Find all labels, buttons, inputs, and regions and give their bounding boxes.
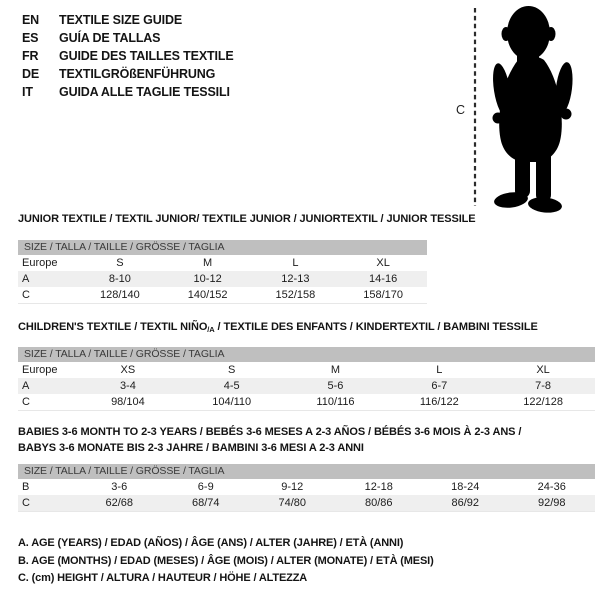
junior-size-table (18, 240, 427, 304)
cell: M (330, 364, 341, 376)
cell: 6-7 (431, 380, 448, 392)
cell: 62/68 (105, 497, 134, 509)
table-row-height (18, 287, 427, 303)
cell: 10-12 (193, 273, 222, 285)
cell: 14-16 (369, 273, 398, 285)
cell: 80/86 (364, 497, 393, 509)
cell: S (228, 364, 236, 376)
cell: 122/128 (523, 396, 563, 408)
title-subscript: /A (207, 325, 215, 334)
baby-silhouette-shape (490, 6, 575, 214)
table-row-europe (18, 255, 427, 271)
language-title-block (22, 11, 234, 101)
junior-section-title: JUNIOR TEXTILE / TEXTIL JUNIOR/ TEXTILE JUNIOR / JUNIORTEXTIL / JUNIOR TESSILE (18, 213, 476, 225)
table-header-band: SIZE / TALLA / TAILLE / GRÖSSE / TAGLIA (18, 240, 427, 255)
table-row-age (18, 378, 595, 394)
row-label: Europe (22, 257, 58, 269)
cell: S (116, 257, 124, 269)
table-row-height (18, 394, 595, 410)
cell: 116/122 (419, 396, 459, 408)
table-row-height (18, 495, 595, 511)
cell: 140/152 (187, 289, 228, 301)
table-row-age-months (18, 479, 595, 495)
babies-title-line2: BABYS 3-6 MONATE BIS 2-3 JAHRE / BAMBINI 3-6 MESI A 2-3 ANNI (18, 442, 364, 454)
childrens-size-table (18, 347, 595, 411)
title-prefix: CHILDREN'S TEXTILE / TEXTIL NIÑO (18, 321, 208, 333)
cell: 98/104 (111, 396, 145, 408)
height-measure-label: C (456, 103, 466, 117)
babies-title-line1: BABIES 3-6 MONTH TO 2-3 YEARS / BEBÉS 3-6 MESES A 2-3 AÑOS / BÉBÉS 3-6 MOIS À 2-3 ANS / (18, 426, 522, 438)
cell: 104/110 (212, 396, 252, 408)
cell: 6-9 (197, 481, 214, 493)
cell: 7-8 (535, 380, 552, 392)
cell: 24-36 (537, 481, 566, 493)
lang-code: ES (22, 31, 39, 45)
cell: XL (536, 364, 550, 376)
childrens-section-title (18, 319, 538, 338)
title-suffix: / TEXTILE DES ENFANTS / KINDERTEXTIL / BAMBINI TESSILE (214, 321, 538, 333)
cell: L (292, 257, 299, 269)
cell: 158/170 (363, 289, 403, 301)
row-label: A (22, 380, 30, 392)
baby-silhouette (445, 2, 595, 214)
lang-row-fr (22, 47, 234, 65)
lang-code: IT (22, 85, 33, 99)
lang-code: FR (22, 49, 39, 63)
lang-row-de (22, 65, 234, 83)
cell: 18-24 (451, 481, 480, 493)
note-height-cm: C. (cm) HEIGHT / ALTURA / HAUTEUR / HÖHE / ALTEZZA (18, 572, 308, 584)
babies-section-title (18, 424, 521, 456)
table-header-band: SIZE / TALLA / TAILLE / GRÖSSE / TAGLIA (18, 347, 595, 362)
legend-notes (18, 535, 434, 588)
cell: 12-13 (281, 273, 310, 285)
row-label: Europe (22, 364, 58, 376)
cell: 5-6 (327, 380, 344, 392)
cell: 9-12 (281, 481, 304, 493)
cell: 3-4 (119, 380, 136, 392)
note-age-years: A. AGE (YEARS) / EDAD (AÑOS) / ÂGE (ANS) / ALTER (JAHRE) / ETÀ (ANNI) (18, 537, 404, 549)
lang-code: DE (22, 67, 40, 81)
note-age-months: B. AGE (MONTHS) / EDAD (MESES) / ÂGE (MOIS) / ALTER (MONATE) / ETÀ (MESI) (18, 554, 434, 567)
lang-code: EN (22, 13, 40, 27)
cell: 12-18 (364, 481, 393, 493)
table-row-europe (18, 362, 595, 378)
cell: 8-10 (108, 273, 131, 285)
cell: M (203, 257, 213, 269)
lang-row-en (22, 11, 234, 29)
lang-title: GUIDE DES TAILLES TEXTILE (59, 49, 234, 63)
cell: L (436, 364, 443, 376)
cell: 74/80 (278, 497, 307, 509)
table-row-age (18, 271, 427, 287)
row-label: A (22, 273, 30, 285)
row-label: C (22, 396, 30, 408)
babies-size-table (18, 464, 595, 512)
cell: XS (120, 364, 136, 376)
lang-title: GUIDA ALLE TAGLIE TESSILI (59, 85, 230, 99)
row-label: C (22, 497, 30, 509)
cell: 92/98 (537, 497, 566, 509)
cell: 86/92 (451, 497, 480, 509)
cell: 152/158 (275, 289, 316, 301)
row-label: B (22, 481, 30, 493)
lang-title: GUÍA DE TALLAS (59, 31, 161, 45)
lang-row-it (22, 83, 234, 101)
lang-title: TEXTILGRÖßENFÜHRUNG (59, 67, 216, 81)
lang-row-es (22, 29, 234, 47)
cell: 68/74 (191, 497, 220, 509)
cell: 3-6 (111, 481, 128, 493)
row-label: C (22, 289, 30, 301)
cell: 4-5 (223, 380, 240, 392)
cell: 110/116 (316, 396, 355, 408)
cell: 128/140 (99, 289, 140, 301)
cell: XL (376, 257, 390, 269)
lang-title: TEXTILE SIZE GUIDE (59, 13, 183, 27)
table-header-band: SIZE / TALLA / TAILLE / GRÖSSE / TAGLIA (18, 464, 595, 479)
